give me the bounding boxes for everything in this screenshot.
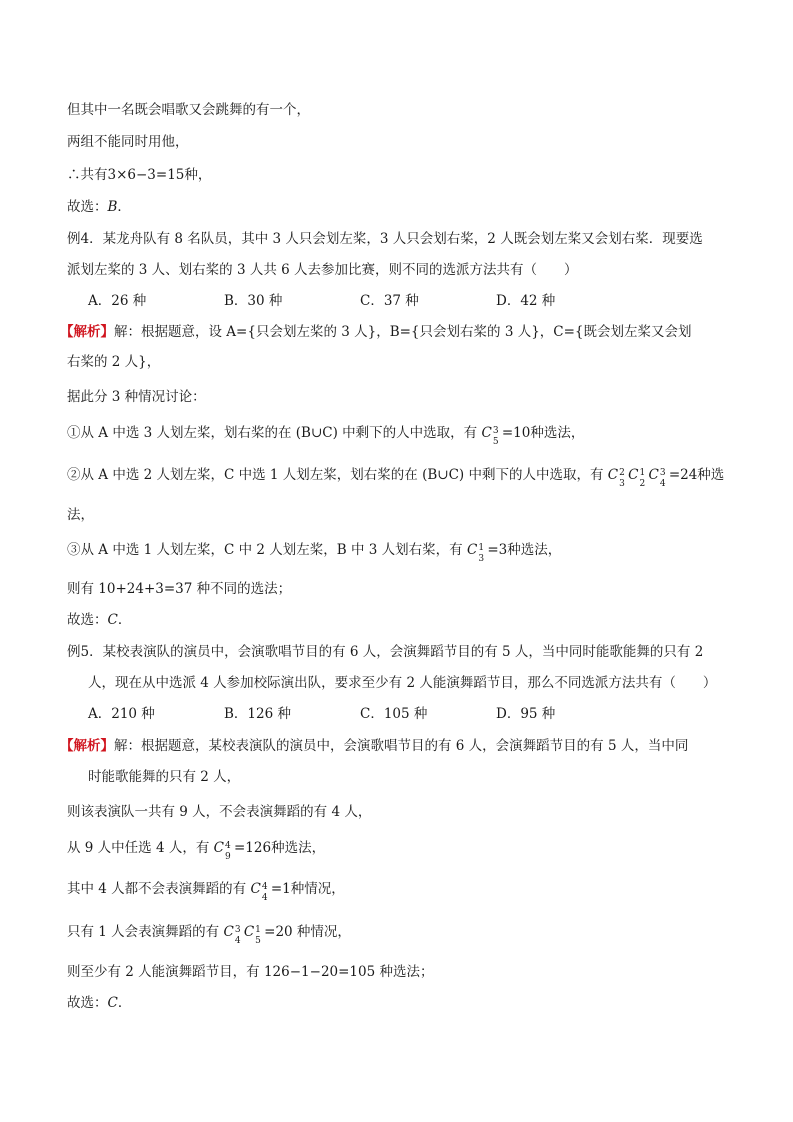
option-c: C．105 种 xyxy=(360,706,428,722)
option-d: D．42 种 xyxy=(496,293,556,309)
analysis-tag: 【解析】 xyxy=(60,738,114,754)
example-5-options xyxy=(88,704,753,724)
answer-line: 故选：B． xyxy=(67,199,131,215)
example-4-question: 例4．某龙舟队有 8 名队员，其中 3 人只会划左桨，3 人只会划右桨，2 人既会划左桨又会划右桨．现要选 xyxy=(67,231,703,247)
solution-line: 从 9 人中任选 4 人，有 C 4 9 =126种选法， xyxy=(67,840,326,862)
solution-line: 其中 4 人都不会表演舞蹈的有 C 4 4 =1种情况， xyxy=(67,881,345,903)
solution-line: 则该表演队一共有 9 人，不会表演舞蹈的有 4 人， xyxy=(67,804,372,820)
option-d: D．95 种 xyxy=(496,706,556,722)
option-b: B．30 种 xyxy=(224,293,283,309)
answer-line: 故选：C． xyxy=(67,995,132,1011)
answer-line: 故选：C． xyxy=(67,612,132,628)
solution-line: 【解析】解：根据题意，设 A={只会划左桨的 3 人}，B={只会划右桨的 3 人}，C={既会划左桨又会划 xyxy=(60,324,692,340)
example-5-question: 例5．某校表演队的演员中，会演歌唱节目的有 6 人，会演舞蹈节目的有 5 人，当中同时能歌能舞的只有 2 xyxy=(67,644,704,660)
solution-line: 则至少有 2 人能演舞蹈节目，有 126−1−20=105 种选法； xyxy=(67,964,434,980)
solution-line: 时能歌能舞的只有 2 人， xyxy=(88,769,241,785)
option-a: A．26 种 xyxy=(88,293,147,309)
solution-line: 只有 1 人会表演舞蹈的有 C 3 4 C 1 5 =20 种情况， xyxy=(67,924,351,946)
option-c: C．37 种 xyxy=(360,293,419,309)
case-1-line: ①从 A 中选 3 人划左桨，划右桨的在 (B∪C) 中剩下的人中选取，有 C 3 5 =10种选法， xyxy=(67,425,585,447)
case-2-line: ②从 A 中选 2 人划左桨，C 中选 1 人划左桨，划右桨的在 (B∪C) 中剩下的人中选取，有 C 2 3 C 1 2 C 3 4 =24种选 xyxy=(67,467,725,489)
example-4-question: 派划左桨的 3 人、划右桨的 3 人共 6 人去参加比赛，则不同的选派方法共有（ ） xyxy=(67,262,578,278)
total-line: 则有 10+24+3=37 种不同的选法； xyxy=(67,581,292,597)
text-line: 但其中一名既会唱歌又会跳舞的有一个， xyxy=(67,102,310,118)
case-2-cont: 法， xyxy=(67,507,94,523)
example-4-options xyxy=(88,291,753,311)
text-line: ∴共有3×6−3=15种， xyxy=(67,167,212,183)
option-b: B．126 种 xyxy=(224,706,291,722)
example-5-question: 人，现在从中选派 4 人参加校际演出队，要求至少有 2 人能演舞蹈节目，那么不同选派方法共有（ ） xyxy=(88,675,717,691)
case-3-line: ③从 A 中选 1 人划左桨，C 中 2 人划左桨，B 中 3 人划右桨，有 C 1 3 =3种选法， xyxy=(67,542,562,564)
solution-line: 据此分 3 种情况讨论： xyxy=(67,389,206,405)
solution-line: 【解析】解：根据题意，某校表演队的演员中，会演歌唱节目的有 6 人，会演舞蹈节目的有 5 人，当中同 xyxy=(60,738,689,754)
text-line: 两组不能同时用他， xyxy=(67,134,189,150)
solution-line: 右桨的 2 人}， xyxy=(67,354,161,370)
analysis-tag: 【解析】 xyxy=(60,324,114,340)
option-a: A．210 种 xyxy=(88,706,155,722)
